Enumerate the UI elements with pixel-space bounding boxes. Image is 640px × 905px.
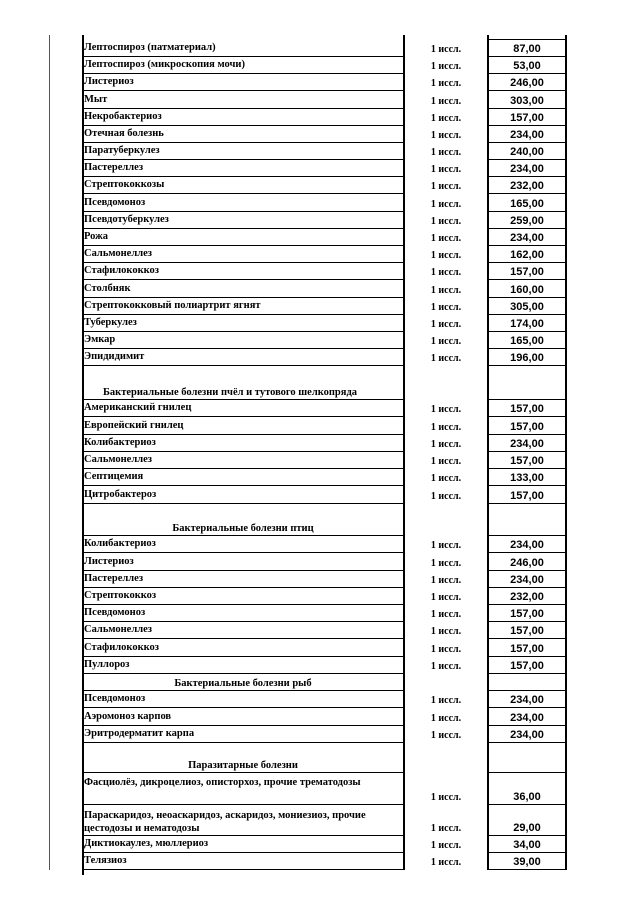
section-header (0, 674, 640, 691)
row-name: Колибактериоз (84, 437, 156, 448)
row-name: Аэромоноз карпов (84, 711, 172, 722)
row-name: Некробактериоз (84, 111, 162, 122)
table-row (0, 536, 640, 553)
row-unit: 1 иссл. (430, 147, 462, 158)
row-unit: 1 иссл. (430, 661, 462, 672)
row-unit: 1 иссл. (430, 713, 462, 724)
table-row (0, 92, 640, 109)
price-divider (489, 365, 565, 366)
row-price: 234,00 (510, 232, 544, 244)
table-row (0, 709, 640, 726)
row-price: 157,00 (510, 608, 544, 620)
row-unit: 1 иссл. (430, 199, 462, 210)
row-price: 29,00 (513, 822, 541, 834)
row-unit: 1 иссл. (430, 404, 462, 415)
row-price: 133,00 (510, 472, 544, 484)
row-name: Сальмонеллез (84, 454, 153, 465)
row-unit: 1 иссл. (430, 540, 462, 551)
row-name: Псевдомоноз (84, 197, 146, 208)
table-row (0, 332, 640, 349)
row-price: 234,00 (510, 574, 544, 586)
price-divider (489, 638, 565, 639)
row-unit: 1 иссл. (430, 61, 462, 72)
row-price: 160,00 (510, 284, 544, 296)
table-row (0, 554, 640, 571)
table-row (0, 853, 640, 870)
row-name: Фасциолёз, дикроцелиоз, описторхоз, прочие трематодозы (84, 777, 361, 788)
row-divider (84, 804, 403, 805)
row-unit: 1 иссл. (430, 439, 462, 450)
row-price: 157,00 (510, 625, 544, 637)
row-name: Сальмонеллез (84, 248, 153, 259)
table-row (0, 640, 640, 657)
row-name: Лептоспироз (микроскопия мочи) (84, 59, 245, 70)
table-row (0, 109, 640, 126)
row-name: Телязиоз (84, 855, 127, 866)
table-row (0, 349, 640, 366)
row-unit: 1 иссл. (430, 558, 462, 569)
row-price: 303,00 (510, 95, 544, 107)
row-price: 305,00 (510, 301, 544, 313)
row-name: Псевдотуберкулез (84, 214, 169, 225)
row-divider (84, 707, 403, 708)
row-price: 234,00 (510, 712, 544, 724)
row-price: 240,00 (510, 146, 544, 158)
row-price: 246,00 (510, 557, 544, 569)
table-row (0, 57, 640, 74)
table-row (0, 40, 640, 57)
section-header (0, 517, 640, 536)
price-column-border-left (487, 35, 489, 870)
row-unit: 1 иссл. (430, 626, 462, 637)
left-outer-border (49, 35, 50, 870)
row-price: 157,00 (510, 643, 544, 655)
row-unit: 1 иссл. (430, 336, 462, 347)
row-name: Септицемия (84, 471, 144, 482)
table-row (0, 836, 640, 853)
row-price: 165,00 (510, 198, 544, 210)
row-unit: 1 иссл. (430, 164, 462, 175)
price-divider (489, 90, 565, 91)
row-unit: 1 иссл. (430, 592, 462, 603)
row-unit: 1 иссл. (430, 491, 462, 502)
table-row (0, 487, 640, 504)
row-unit: 1 иссл. (430, 44, 462, 55)
row-unit: 1 иссл. (430, 216, 462, 227)
row-name: Пастереллез (84, 162, 144, 173)
row-name: Мыт (84, 94, 108, 105)
row-name: Стафилококкоз (84, 265, 160, 276)
row-name: Пастереллез (84, 573, 144, 584)
row-unit: 1 иссл. (430, 113, 462, 124)
unit-column-border (403, 35, 405, 870)
row-name: Отечная болезнь (84, 128, 164, 139)
table-row (0, 622, 640, 639)
row-name: Эмкар (84, 334, 116, 345)
row-divider (84, 279, 403, 280)
table-row (0, 212, 640, 229)
price-divider (489, 416, 565, 417)
row-name: Цитробактероз (84, 489, 157, 500)
row-price: 157,00 (510, 455, 544, 467)
row-price: 157,00 (510, 112, 544, 124)
price-divider (489, 707, 565, 708)
row-name: Сальмонеллез (84, 624, 153, 635)
row-divider (84, 365, 403, 366)
section-header (0, 382, 640, 400)
row-unit: 1 иссл. (430, 473, 462, 484)
row-price: 53,00 (513, 60, 541, 72)
table-row (0, 315, 640, 332)
row-unit: 1 иссл. (430, 823, 462, 834)
row-price: 157,00 (510, 660, 544, 672)
price-divider (489, 869, 565, 870)
row-price: 246,00 (510, 77, 544, 89)
row-price: 232,00 (510, 180, 544, 192)
row-price: 174,00 (510, 318, 544, 330)
row-unit: 1 иссл. (430, 609, 462, 620)
table-row (0, 400, 640, 417)
price-divider (489, 485, 565, 486)
table-row (0, 773, 640, 805)
row-unit: 1 иссл. (430, 285, 462, 296)
row-name: Паратуберкулез (84, 145, 160, 156)
row-price: 234,00 (510, 729, 544, 741)
price-divider (489, 552, 565, 553)
row-price: 234,00 (510, 163, 544, 175)
row-price: 234,00 (510, 539, 544, 551)
row-unit: 1 иссл. (430, 267, 462, 278)
row-name: Диктиокаулез, мюллериоз (84, 838, 209, 849)
table-row (0, 469, 640, 486)
row-name: Лептоспироз (патматериал) (84, 42, 216, 53)
section-title: Бактериальные болезни рыб (174, 678, 312, 689)
row-unit: 1 иссл. (430, 250, 462, 261)
row-unit: 1 иссл. (430, 130, 462, 141)
row-unit: 1 иссл. (430, 575, 462, 586)
price-divider (489, 804, 565, 805)
table-row (0, 657, 640, 674)
price-top-border (489, 39, 565, 40)
price-divider (489, 279, 565, 280)
table-row (0, 74, 640, 91)
table-row (0, 806, 640, 836)
row-divider (84, 193, 403, 194)
row-price: 34,00 (513, 839, 541, 851)
row-price: 259,00 (510, 215, 544, 227)
row-divider (84, 416, 403, 417)
section-title: Паразитарные болезни (188, 760, 298, 771)
row-unit: 1 иссл. (430, 302, 462, 313)
row-unit: 1 иссл. (430, 422, 462, 433)
row-price: 39,00 (513, 856, 541, 868)
price-divider (489, 742, 565, 743)
price-divider (489, 193, 565, 194)
row-price: 157,00 (510, 403, 544, 415)
table-row (0, 571, 640, 588)
row-divider (84, 503, 403, 504)
row-unit: 1 иссл. (430, 353, 462, 364)
row-price: 157,00 (510, 490, 544, 502)
row-price: 165,00 (510, 335, 544, 347)
row-unit: 1 иссл. (430, 319, 462, 330)
row-price: 234,00 (510, 694, 544, 706)
table-row (0, 160, 640, 177)
table-row (0, 588, 640, 605)
section-header (0, 751, 640, 773)
row-unit: 1 иссл. (430, 695, 462, 706)
row-price: 196,00 (510, 352, 544, 364)
row-price: 157,00 (510, 421, 544, 433)
row-name: Европейский гнилец (84, 420, 184, 431)
row-unit: 1 иссл. (430, 181, 462, 192)
table-row (0, 126, 640, 143)
table-row (0, 246, 640, 263)
row-name: Колибактериоз (84, 538, 156, 549)
row-name: Параскаридоз, неоаскаридоз, аскаридоз, мониезиоз, прочие цестодозы и нематодозы (84, 810, 366, 834)
row-unit: 1 иссл. (430, 644, 462, 655)
row-divider (84, 552, 403, 553)
table-row (0, 435, 640, 452)
row-price: 36,00 (513, 791, 541, 803)
row-unit: 1 иссл. (430, 96, 462, 107)
section-title: Бактериальные болезни птиц (172, 523, 314, 534)
row-name: Эритродерматит карпа (84, 728, 195, 739)
row-divider (84, 485, 403, 486)
row-name: Рожа (84, 231, 109, 242)
section-title: Бактериальные болезни пчёл и тутового шелкопряда (102, 387, 358, 398)
row-name: Псевдомоноз (84, 693, 146, 704)
table-row (0, 298, 640, 315)
row-name: Пуллороз (84, 659, 130, 670)
row-unit: 1 иссл. (430, 233, 462, 244)
row-name: Стафилококкоз (84, 642, 160, 653)
table-row (0, 281, 640, 298)
row-unit: 1 иссл. (430, 857, 462, 868)
table-row (0, 452, 640, 469)
row-name: Листериоз (84, 76, 134, 87)
table-row (0, 195, 640, 212)
row-price: 234,00 (510, 129, 544, 141)
table-row (0, 177, 640, 194)
row-unit: 1 иссл. (430, 730, 462, 741)
row-divider (84, 742, 403, 743)
row-price: 234,00 (510, 438, 544, 450)
table-row (0, 691, 640, 708)
row-name: Американский гнилец (84, 402, 192, 413)
table-row (0, 418, 640, 435)
row-name: Стрептококкозы (84, 179, 165, 190)
row-name: Эпидидимит (84, 351, 145, 362)
row-name: Стрептококкоз (84, 590, 157, 601)
row-unit: 1 иссл. (430, 792, 462, 803)
table-row (0, 726, 640, 743)
row-price: 232,00 (510, 591, 544, 603)
table-row (0, 143, 640, 160)
table-row (0, 229, 640, 246)
row-divider (84, 638, 403, 639)
price-divider (489, 503, 565, 504)
price-column-border-right (565, 35, 567, 870)
row-price: 87,00 (513, 43, 541, 55)
row-name: Туберкулез (84, 317, 137, 328)
row-price: 162,00 (510, 249, 544, 261)
row-name: Листериоз (84, 556, 134, 567)
row-divider (84, 90, 403, 91)
row-name: Псевдомоноз (84, 607, 146, 618)
row-price: 157,00 (510, 266, 544, 278)
row-unit: 1 иссл. (430, 456, 462, 467)
row-unit: 1 иссл. (430, 78, 462, 89)
row-unit: 1 иссл. (430, 840, 462, 851)
row-name: Стрептококковый полиартрит ягнят (84, 300, 261, 311)
table-row (0, 605, 640, 622)
row-divider (84, 869, 403, 870)
table-row (0, 263, 640, 280)
row-name: Столбняк (84, 283, 131, 294)
left-column-border (82, 35, 84, 875)
